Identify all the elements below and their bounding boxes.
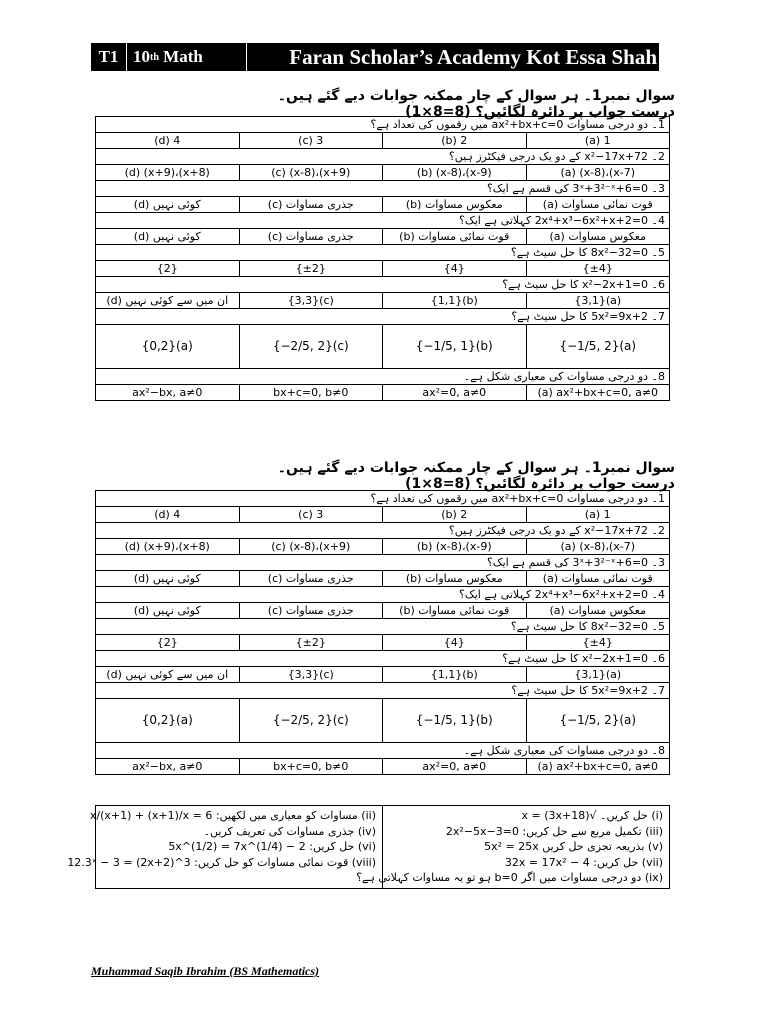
mcq-option-a: {±4} <box>526 635 670 651</box>
mcq-option-c: {−2/5, 2}(c) <box>239 699 383 743</box>
mcq-option-d: (d) کوئی نہیں <box>96 229 240 245</box>
short-q-i: (i) حل کریں۔ √(3x+18) = x <box>521 809 663 822</box>
mcq-option-b: (b) 2 <box>383 507 527 523</box>
grade-subject <box>127 43 247 71</box>
mcq-option-a: (a) (x-8)،(x-7) <box>526 539 670 555</box>
short-q-vii: (vii) حل کریں: 4 − 32x = 17x² <box>504 855 663 869</box>
mcq-option-b: (b) معکوس مساوات <box>383 197 527 213</box>
mcq-question: 2۔ x²−17x+72 کے دو یک درجی فیکٹرز ہیں؟ <box>96 149 670 165</box>
mcq-option-b: {−1/5, 1}(b) <box>383 699 527 743</box>
mcq-option-b: {4} <box>383 261 527 277</box>
mcq-option-b: (b) معکوس مساوات <box>383 571 527 587</box>
mcq-option-d: (d) کوئی نہیں <box>96 603 240 619</box>
mcq-option-a: (a) (x-8)،(x-7) <box>526 165 670 181</box>
mcq-option-c: {±2} <box>239 635 383 651</box>
mcq-question: 1۔ دو درجی مساوات ax²+bx+c=0 میں رقموں کی تعداد ہے؟ <box>96 117 670 133</box>
mcq-option-b: ax²=0, a≠0 <box>383 759 527 775</box>
mcq-question: 8۔ دو درجی مساوات کی معیاری شکل ہے۔ <box>96 743 670 759</box>
mcq-option-a: {−1/5, 2}(a) <box>526 699 670 743</box>
mcq-question: 3۔ 3ˣ+3²⁻ˣ+6=0 کی قسم ہے ایک؟ <box>96 555 670 571</box>
mcq-option-d: ax²−bx, a≠0 <box>96 385 240 401</box>
mcq-option-d: {0,2}(a) <box>96 699 240 743</box>
header-bar <box>91 43 659 71</box>
short-q-vi: (vi) حل کریں: 5x^(1/2) = 7x^(1/4) − 2 <box>168 840 376 853</box>
mcq-option-d: (d) ان میں سے کوئی نہیں <box>96 293 240 309</box>
mcq-option-d: (d) 4 <box>96 507 240 523</box>
academy-name: Faran Scholar’s Academy Kot Essa Shah <box>289 44 657 69</box>
short-questions-left <box>67 806 383 889</box>
mcq-option-c: (c) (x-8)،(x+9) <box>239 539 383 555</box>
mcq-question: 3۔ 3ˣ+3²⁻ˣ+6=0 کی قسم ہے ایک؟ <box>96 181 670 197</box>
short-q-v: (v) بذریعہ تجزی حل کریں 5x² = 25x <box>484 840 663 853</box>
mcq-option-b: (b) قوت نمائی مساوات <box>383 603 527 619</box>
mcq-option-a: (a) 1 <box>526 507 670 523</box>
mcq-question: 2۔ x²−17x+72 کے دو یک درجی فیکٹرز ہیں؟ <box>96 523 670 539</box>
mcq-option-c: {−2/5, 2}(c) <box>239 325 383 369</box>
mcq-question: 5۔ 8x²−32=0 کا حل سیٹ ہے؟ <box>96 245 670 261</box>
mcq-question: 6۔ x²−2x+1=0 کا حل سیٹ ہے؟ <box>96 651 670 667</box>
short-q-ii: (ii) مساوات کو معیاری میں لکھیں: x/(x+1) + (x+1)/x = 6 <box>89 809 376 822</box>
mcq-option-a: (a) ax²+bx+c=0, a≠0 <box>526 759 670 775</box>
mcq-option-a: (a) معکوس مساوات <box>526 603 670 619</box>
mcq-option-c: {3,3}(c) <box>239 667 383 683</box>
short-questions-right <box>356 806 670 889</box>
mcq-option-b: (b) 2 <box>383 133 527 149</box>
mcq-question: 5۔ 8x²−32=0 کا حل سیٹ ہے؟ <box>96 619 670 635</box>
subject: Math <box>163 47 203 66</box>
mcq-option-c: bx+c=0, b≠0 <box>239 759 383 775</box>
short-q-iv: (iv) جذری مساوات کی تعریف کریں۔ <box>203 824 376 838</box>
grade: 10 <box>133 47 150 66</box>
mcq-option-b: ax²=0, a≠0 <box>383 385 527 401</box>
mcq-option-b: (b) (x-8)،(x-9) <box>383 539 527 555</box>
mcq-option-a: {3,1}(a) <box>526 667 670 683</box>
mcq-option-c: (c) 3 <box>239 133 383 149</box>
short-q-ix: (ix) دو درجی مساوات میں اگر b=0 ہو تو یہ مساوات کہلاتی ہے؟ <box>356 871 663 884</box>
mcq-option-d: (d) کوئی نہیں <box>96 571 240 587</box>
mcq-option-a: {±4} <box>526 261 670 277</box>
mcq-question: 6۔ x²−2x+1=0 کا حل سیٹ ہے؟ <box>96 277 670 293</box>
short-questions-table <box>67 805 670 889</box>
instruction-2: سوال نمبر1۔ ہر سوال کے چار ممکنہ جوابات دیے گئے ہیں۔ درست جواب پر دائرہ لگائیں؟ (8=8×1) <box>277 460 675 492</box>
mcq-option-b: (b) (x-8)،(x-9) <box>383 165 527 181</box>
mcq-option-a: (a) ax²+bx+c=0, a≠0 <box>526 385 670 401</box>
mcq-option-c: (c) جذری مساوات <box>239 197 383 213</box>
mcq-option-d: (d) ان میں سے کوئی نہیں <box>96 667 240 683</box>
short-q-viii: (viii) قوت نمائی مساوات کو حل کریں: 3^(2x+2) = 12.3ˣ − 3 <box>67 855 376 869</box>
mcq-option-a: {3,1}(a) <box>526 293 670 309</box>
mcq-option-c: {3,3}(c) <box>239 293 383 309</box>
mcq-option-b: {1,1}(b) <box>383 667 527 683</box>
mcq-option-d: {2} <box>96 261 240 277</box>
mcq-question: 4۔ 2x⁴+x³−6x²+x+2=0 کہلاتی ہے ایک؟ <box>96 213 670 229</box>
mcq-option-d: (d) 4 <box>96 133 240 149</box>
mcq-option-b: {1,1}(b) <box>383 293 527 309</box>
mcq-option-c: (c) جذری مساوات <box>239 603 383 619</box>
mcq-option-a: {−1/5, 2}(a) <box>526 325 670 369</box>
mcq-option-c: (c) (x-8)،(x+9) <box>239 165 383 181</box>
mcq-option-a: (a) معکوس مساوات <box>526 229 670 245</box>
mcq-question: 1۔ دو درجی مساوات ax²+bx+c=0 میں رقموں کی تعداد ہے؟ <box>96 491 670 507</box>
mcq-option-a: (a) 1 <box>526 133 670 149</box>
short-q-iii: (iii) تکمیل مربع سے حل کریں: 2x²−5x−3=0 <box>445 824 663 838</box>
mcq-option-d: (d) (x+9)،(x+8) <box>96 165 240 181</box>
mcq-question: 4۔ 2x⁴+x³−6x²+x+2=0 کہلاتی ہے ایک؟ <box>96 587 670 603</box>
mcq-option-a: (a) قوت نمائی مساوات <box>526 571 670 587</box>
mcq-option-c: bx+c=0, b≠0 <box>239 385 383 401</box>
mcq-option-c: {±2} <box>239 261 383 277</box>
instruction-1: سوال نمبر1۔ ہر سوال کے چار ممکنہ جوابات دیے گئے ہیں۔ درست جواب پر دائرہ لگائیں؟ (8=8×1) <box>277 88 675 120</box>
mcq-option-d: {0,2}(a) <box>96 325 240 369</box>
mcq-question: 7۔ 5x²=9x+2 کا حل سیٹ ہے؟ <box>96 309 670 325</box>
mcq-question: 8۔ دو درجی مساوات کی معیاری شکل ہے۔ <box>96 369 670 385</box>
mcq-option-b: (b) قوت نمائی مساوات <box>383 229 527 245</box>
mcq-option-b: {−1/5, 1}(b) <box>383 325 527 369</box>
paper-code: T1 <box>91 43 127 71</box>
author-footer: Muhammad Saqib Ibrahim (BS Mathematics) <box>91 964 320 978</box>
grade-suffix: th <box>150 51 159 63</box>
mcq-option-c: (c) جذری مساوات <box>239 229 383 245</box>
mcq-table-1 <box>95 116 670 401</box>
mcq-option-a: (a) قوت نمائی مساوات <box>526 197 670 213</box>
mcq-option-b: {4} <box>383 635 527 651</box>
mcq-question: 7۔ 5x²=9x+2 کا حل سیٹ ہے؟ <box>96 683 670 699</box>
mcq-option-d: (d) کوئی نہیں <box>96 197 240 213</box>
mcq-option-d: ax²−bx, a≠0 <box>96 759 240 775</box>
mcq-option-c: (c) جذری مساوات <box>239 571 383 587</box>
mcq-option-d: (d) (x+9)،(x+8) <box>96 539 240 555</box>
mcq-option-c: (c) 3 <box>239 507 383 523</box>
mcq-table-2 <box>95 490 670 775</box>
mcq-option-d: {2} <box>96 635 240 651</box>
